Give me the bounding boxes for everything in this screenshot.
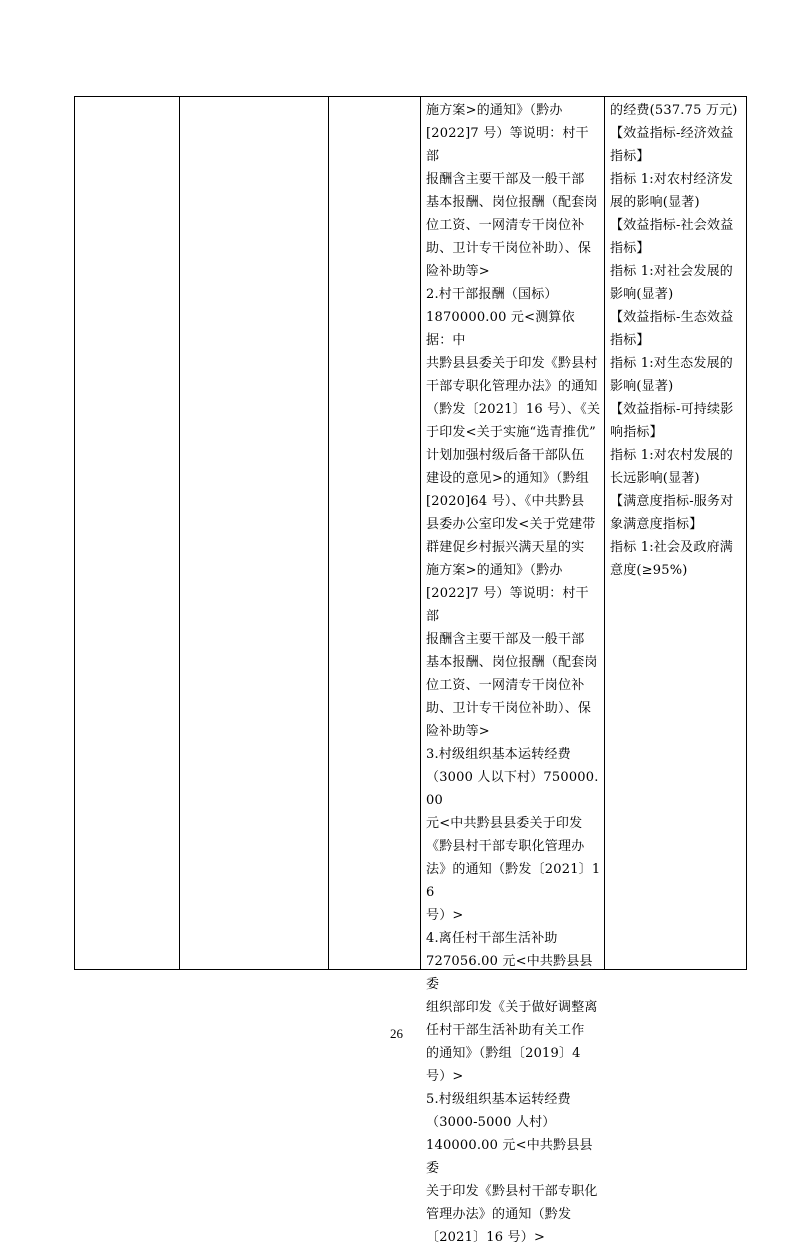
table-cell-col3	[328, 97, 420, 99]
table-cell-performance-indicators	[605, 97, 748, 582]
fund-basis-line: 727056.00 元<中共黔县县委	[426, 954, 593, 992]
fund-basis-line: 〔2021〕16 号）>	[426, 1230, 546, 1245]
table-cell-fund-basis	[421, 97, 605, 1249]
fund-basis-line: 号）>	[426, 908, 464, 923]
column-divider-2	[328, 97, 329, 969]
fund-basis-line: （3000-5000 人村）	[426, 1115, 556, 1130]
fund-basis-line: 位工资、一网清专干岗位补	[426, 218, 585, 233]
fund-basis-line: 2.村干部报酬（国标）	[426, 287, 558, 302]
column-divider-1	[179, 97, 180, 969]
indicator-line: 指标 1:对农村发展的	[610, 448, 733, 463]
fund-basis-line: 1870000.00 元<测算依据：中	[426, 310, 575, 348]
fund-basis-line: 法》的通知（黔发〔2021〕16	[426, 862, 601, 900]
indicator-line: 指标 1:对社会发展的	[610, 264, 733, 279]
fund-basis-line: 县委办公室印发<关于党建带	[426, 517, 596, 532]
indicator-line: 的经费(537.75 万元)	[610, 103, 738, 118]
fund-basis-line: [2020]64 号）、《中共黔县	[426, 494, 585, 509]
fund-basis-line: 140000.00 元<中共黔县县委	[426, 1138, 593, 1176]
fund-basis-line: 基本报酬、岗位报酬（配套岗	[426, 655, 598, 670]
fund-basis-line: 干部专职化管理办法》的通知	[426, 379, 598, 394]
indicator-line: 响指标】	[610, 425, 663, 440]
indicator-line: 指标】	[610, 149, 650, 164]
fund-basis-line: 助、卫计专干岗位补助）、保	[426, 701, 592, 716]
indicator-line: 展的影响(显著)	[610, 195, 700, 210]
fund-basis-line: 5.村级组织基本运转经费	[426, 1092, 571, 1107]
indicator-line: 长远影响(显著)	[610, 471, 700, 486]
fund-basis-line: 施方案>的通知》（黔办	[426, 563, 563, 578]
indicator-line: 【效益指标-经济效益	[610, 126, 734, 141]
indicator-line: 影响(显著)	[610, 379, 674, 394]
fund-basis-line: 4.离任村干部生活补助	[426, 931, 558, 946]
fund-basis-line: 报酬含主要干部及一般干部	[426, 632, 585, 647]
indicator-line: 【效益指标-可持续影	[610, 402, 734, 417]
fund-basis-line: 管理办法》的通知（黔发	[426, 1207, 572, 1222]
fund-basis-line: 元<中共黔县县委关于印发	[426, 816, 583, 831]
fund-basis-line: 于印发<关于实施“选青推优”	[426, 425, 596, 440]
indicator-line: 【满意度指标-服务对	[610, 494, 734, 509]
fund-basis-line: 助、卫计专干岗位补助）、保	[426, 241, 592, 256]
indicator-line: 【效益指标-社会效益	[610, 218, 734, 233]
fund-basis-line: 《黔县村干部专职化管理办	[426, 839, 585, 854]
fund-basis-line: 组织部印发《关于做好调整离	[426, 1000, 598, 1015]
indicator-line: 意度(≥95%)	[610, 563, 688, 578]
fund-basis-line: 群建促乡村振兴满天星的实	[426, 540, 585, 555]
fund-basis-line: [2022]7 号）等说明：村干部	[426, 126, 589, 164]
fund-basis-line: （黔发〔2021〕16 号）、《关	[426, 402, 601, 417]
fund-basis-line: 共黔县县委关于印发《黔县村	[426, 356, 598, 371]
indicator-line: 影响(显著)	[610, 287, 674, 302]
fund-basis-line: 位工资、一网清专干岗位补	[426, 678, 585, 693]
fund-basis-line: 险补助等>	[426, 724, 490, 739]
fund-basis-line: 报酬含主要干部及一般干部	[426, 172, 585, 187]
fund-basis-line: 任村干部生活补助有关工作	[426, 1023, 585, 1038]
fund-basis-line: 建设的意见>的通知》（黔组	[426, 471, 589, 486]
indicator-line: 指标 1:对生态发展的	[610, 356, 733, 371]
indicator-line: 象满意度指标】	[610, 517, 703, 532]
table-cell-col1	[75, 97, 179, 99]
table-cell-col2	[179, 97, 328, 99]
fund-basis-line: 基本报酬、岗位报酬（配套岗	[426, 195, 598, 210]
fund-basis-line: 施方案>的通知》（黔办	[426, 103, 563, 118]
fund-basis-line: （3000 人以下村）750000.00	[426, 770, 599, 808]
fund-basis-line: 险补助等>	[426, 264, 490, 279]
indicator-line: 指标 1:对农村经济发	[610, 172, 733, 187]
indicator-line: 【效益指标-生态效益	[610, 310, 734, 325]
indicator-line: 指标】	[610, 241, 650, 256]
fund-basis-line: 的通知》（黔组〔2019〕4 号）>	[426, 1046, 585, 1084]
fund-basis-line: [2022]7 号）等说明：村干部	[426, 586, 589, 624]
indicator-line: 指标 1:社会及政府满	[610, 540, 733, 555]
fund-basis-line: 3.村级组织基本运转经费	[426, 747, 571, 762]
fund-basis-line: 计划加强村级后备干部队伍	[426, 448, 585, 463]
page-number: 26	[390, 1026, 403, 1041]
fund-basis-line: 关于印发《黔县村干部专职化	[426, 1184, 598, 1199]
indicator-line: 指标】	[610, 333, 650, 348]
